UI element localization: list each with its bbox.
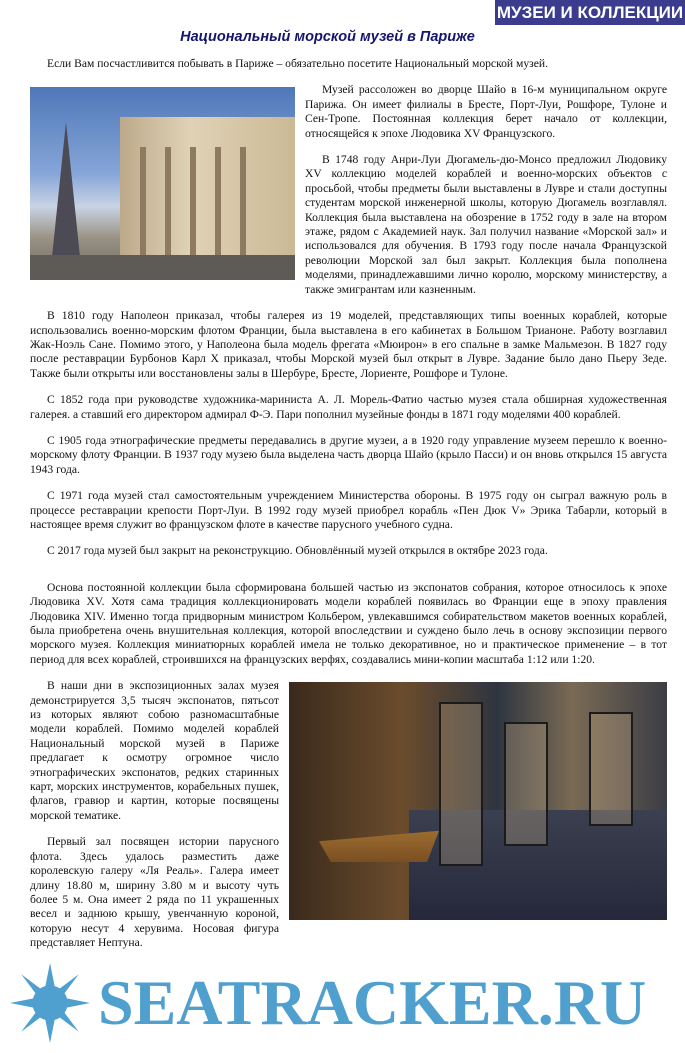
sun-logo-icon (10, 963, 90, 1043)
column (240, 147, 246, 257)
column (190, 147, 196, 257)
exhibits-text-column (30, 679, 279, 950)
column (215, 147, 221, 257)
history-2017-paragraph: С 2017 года музей был закрыт на реконструкцию. Обновлённый музей открылся в октябре 2023 года. (47, 544, 548, 558)
first-hall-paragraph: Первый зал посвящен истории парусного флота. Здесь удалось разместить даже королевскую галеру «Ля Реаль». Галера имеет длину 18.80 м, ширину 3.80 м и высоту чуть более 5 м. Она имеет 2 ряда по 11 украшенных весел и заднюю крышу, увенчанную короной, которую несут 4 херувима. Носовая фигура представляет Нептуна. (30, 835, 279, 950)
location-paragraph: Музей рассоложен во дворце Шайо в 16-м муниципальном округе Парижа. Он имеет филиалы в Бресте, Порт-Луи, Рошфоре, Тулоне и Сен-Тропе. Постоянная коллекция берет начало от коллекции, относящейся к эпохе Людовика XV Французского. (305, 83, 667, 140)
history-1852-paragraph: С 1852 года при руководстве художника-мариниста А. Л. Морель-Фатио частью музея стала обширная художественная галерея. а ставший его директором адмирал Ф-Э. Пари пополнил музейные фонды в 1871 году моделями 400 кораблей. (30, 393, 667, 421)
history-1748-paragraph: В 1748 году Анри-Луи Дюгамель-дю-Монсо предложил Людовику XV коллекцию моделей кораблей и военно-морских объектов с просьбой, чтобы предметы были выставлены в Лувре и стали доступны студентам морской инженерной школы, которую Дюгамель возглавлял. Коллекция была выставлена на обозрение в 1752 году в зале на втором этаже, рядом с Академией наук. Зал получил название «Морской зал» и использовался для обучения. В 1793 году после начала Французской революции Морской зал был закрыт. Коллекция была пополнена моделями, принадлежавшими лично королю, морскому министерству, а также эмигрантам или казненным. (305, 153, 667, 296)
watermark-logo: SEATRACKER.RU (98, 966, 647, 1038)
intro-row (30, 83, 667, 297)
intro-text-column (305, 83, 667, 297)
history-1971-paragraph: С 1971 года музей стал самостоятельным учреждением Министерства обороны. В 1975 году он сыграл важную роль в процессе реставрации крепости Порт-Луи. В 1992 году музей приобрел корабль «Пен Дюк V» Эрика Табарли, который в настоящее время служит во французском флоте в качестве парусного учебного судна. (30, 489, 667, 531)
building-shape (120, 117, 295, 267)
column (165, 147, 171, 257)
exhibits-row (30, 679, 667, 950)
history-1905-paragraph: С 1905 года этнографические предметы передавались в другие музеи, а в 1920 году управление музеем перешло к военно-морскому флоту Франции. В 1937 году музею была выделена часть дворца Шайо (крыло Пасси) и он вновь открылся 15 августа 1943 года. (30, 433, 667, 476)
page-title: Национальный морской музей в Париже (180, 29, 475, 45)
intro-paragraph: Если Вам посчастливится побывать в Париже – обязательно посетите Национальный морской музей. (47, 57, 548, 70)
museum-hall-photo (289, 682, 667, 920)
chaillot-palace-photo (30, 87, 295, 280)
display-case (589, 712, 633, 826)
eiffel-tower-shape (52, 122, 80, 257)
watermark-row (10, 963, 667, 1043)
history-1810-paragraph: В 1810 году Наполеон приказал, чтобы галерея из 19 моделей, представляющих типы военных кораблей, которые использовались военно-морским флотом Франции, была выставлена в его кабинетах в Большом Трианоне. Работу возглавил Жак-Ноэль Сане. Помимо этого, у Наполеона была модель фрегата «Мюирон» в его спальне в замке Мальмезон. В 1827 году после реставрации Бурбонов Карл X приказал, чтобы Морской музей был открыт в Лувре. Задание было дано Пьеру Зеде. Также были открыты или восстановлены залы в Шербуре, Бресте, Лориенте, Рошфоре и Тулоне. (30, 309, 667, 380)
today-paragraph: В наши дни в экспозиционных залах музея демонстрируется 3,5 тысяч экспонатов, пятьсот из которых являют собою разномасштабные модели кораблей. Помимо моделей кораблей Национальный морской музей в Париже предлагает к осмотру огромное число этнографических экспонатов, редких старинных карт, морских инструментов, корабельных пушек, флагов, гравюр и картин, которые посвящены морской тематике. (30, 679, 279, 822)
column (140, 147, 146, 257)
road (30, 255, 295, 280)
section-badge: МУЗЕИ И КОЛЛЕКЦИИ (495, 0, 685, 25)
display-case (439, 702, 483, 866)
display-case (504, 722, 548, 846)
collection-paragraph: Основа постоянной коллекции была сформирована большей частью из экспонатов собрания, которое относилось к эпохе Людовика XV. Хотя сама традиция коллекционировать модели кораблей появилась во Франции еще в эпоху правления Людовика XIV. Именно тогда придворным министром Кольбером, увлекавшимся собирательством макетов военных кораблей, была приобретена очень внушительная коллекция, которой впоследствии и суждено было лечь в основу экспозиции первого морского музея. Коллекция миниатюрных кораблей имела не только декоративное, но и практическое применение – в тот период для всех кораблей, строившихся на французских верфях, создавались мини-копии масштаба 1:12 или 1:20. (30, 580, 667, 666)
